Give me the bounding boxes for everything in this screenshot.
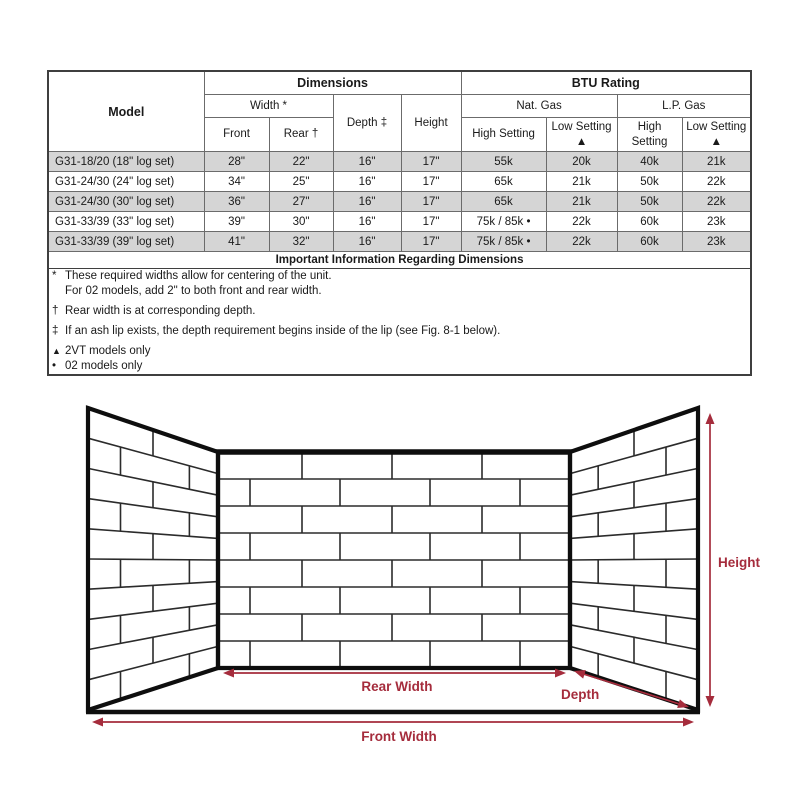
cell-lp-low: 21k [682,152,751,172]
cell-lp-low: 23k [682,212,751,232]
cell-front: 36" [204,192,269,212]
note-line [65,284,747,299]
cell-nat-low: 21k [546,192,617,212]
note-marker: * [52,270,57,282]
cell-lp-low: 22k [682,172,751,192]
note-text: For 02 models, add 2" to both front and rear width. [65,285,322,297]
cell-height: 17" [401,152,461,172]
cell-height: 17" [401,212,461,232]
note-text: Rear width is at corresponding depth. [65,305,256,317]
cell-front: 41" [204,232,269,252]
note-line [52,269,747,284]
header-depth: Depth ‡ [333,95,401,152]
header-lp-high: High Setting [617,118,682,152]
header-dimensions: Dimensions [204,71,461,95]
notes-section [48,269,751,376]
front-width-label: Front Width [361,729,437,744]
cell-front: 39" [204,212,269,232]
cell-lp-high: 50k [617,192,682,212]
table-row [48,152,751,172]
table-row [48,212,751,232]
cell-nat-high: 65k [461,172,546,192]
dimensions-btu-table [47,70,752,376]
height-label: Height [718,555,760,570]
cell-depth: 16" [333,212,401,232]
header-rear: Rear † [269,118,333,152]
note-line [52,344,747,359]
cell-lp-high: 40k [617,152,682,172]
info-title: Important Information Regarding Dimensions [48,252,751,269]
cell-front: 34" [204,172,269,192]
header-width: Width * [204,95,333,118]
cell-lp-low: 23k [682,232,751,252]
header-lp-low: Low Setting ▲ [682,118,751,152]
note-marker: † [52,305,59,317]
cell-model: G31-24/30 (30" log set) [48,192,204,212]
cell-lp-high: 60k [617,232,682,252]
note-line [52,324,747,339]
header-btu-rating: BTU Rating [461,71,751,95]
note-text: If an ash lip exists, the depth requirement begins inside of the lip (see Fig. 8-1 below). [65,325,501,337]
rear-width-label: Rear Width [361,679,433,694]
header-front: Front [204,118,269,152]
cell-front: 28" [204,152,269,172]
note-line [52,304,747,319]
cell-model: G31-24/30 (24" log set) [48,172,204,192]
cell-rear: 32" [269,232,333,252]
cell-depth: 16" [333,232,401,252]
header-nat-high: High Setting [461,118,546,152]
cell-depth: 16" [333,192,401,212]
table-row [48,172,751,192]
table-row [48,232,751,252]
cell-nat-low: 22k [546,212,617,232]
cell-lp-high: 50k [617,172,682,192]
cell-height: 17" [401,192,461,212]
note-text: 02 models only [65,360,143,372]
cell-model: G31-33/39 (33" log set) [48,212,204,232]
note-marker: ▲ [52,346,61,356]
cell-rear: 25" [269,172,333,192]
header-model: Model [48,71,204,152]
cell-depth: 16" [333,172,401,192]
fireplace-diagram [0,385,800,760]
cell-rear: 30" [269,212,333,232]
cell-lp-high: 60k [617,212,682,232]
header-lp-gas: L.P. Gas [617,95,751,118]
note-marker: ‡ [52,325,59,337]
cell-nat-high: 75k / 85k • [461,212,546,232]
note-text: 2VT models only [65,345,151,357]
cell-nat-high: 65k [461,192,546,212]
cell-nat-high: 75k / 85k • [461,232,546,252]
cell-height: 17" [401,172,461,192]
cell-rear: 27" [269,192,333,212]
cell-nat-low: 22k [546,232,617,252]
brick-pattern [88,430,698,700]
cell-model: G31-18/20 (18" log set) [48,152,204,172]
cell-rear: 22" [269,152,333,172]
cell-nat-high: 55k [461,152,546,172]
cell-model: G31-33/39 (39" log set) [48,232,204,252]
header-height: Height [401,95,461,152]
cell-nat-low: 21k [546,172,617,192]
note-line [52,359,747,374]
table-row [48,192,751,212]
cell-depth: 16" [333,152,401,172]
cell-nat-low: 20k [546,152,617,172]
cell-height: 17" [401,232,461,252]
cell-lp-low: 22k [682,192,751,212]
header-nat-low: Low Setting ▲ [546,118,617,152]
note-text: These required widths allow for centering of the unit. [65,270,332,282]
note-marker: • [52,360,57,372]
header-nat-gas: Nat. Gas [461,95,617,118]
depth-label: Depth [561,687,600,702]
